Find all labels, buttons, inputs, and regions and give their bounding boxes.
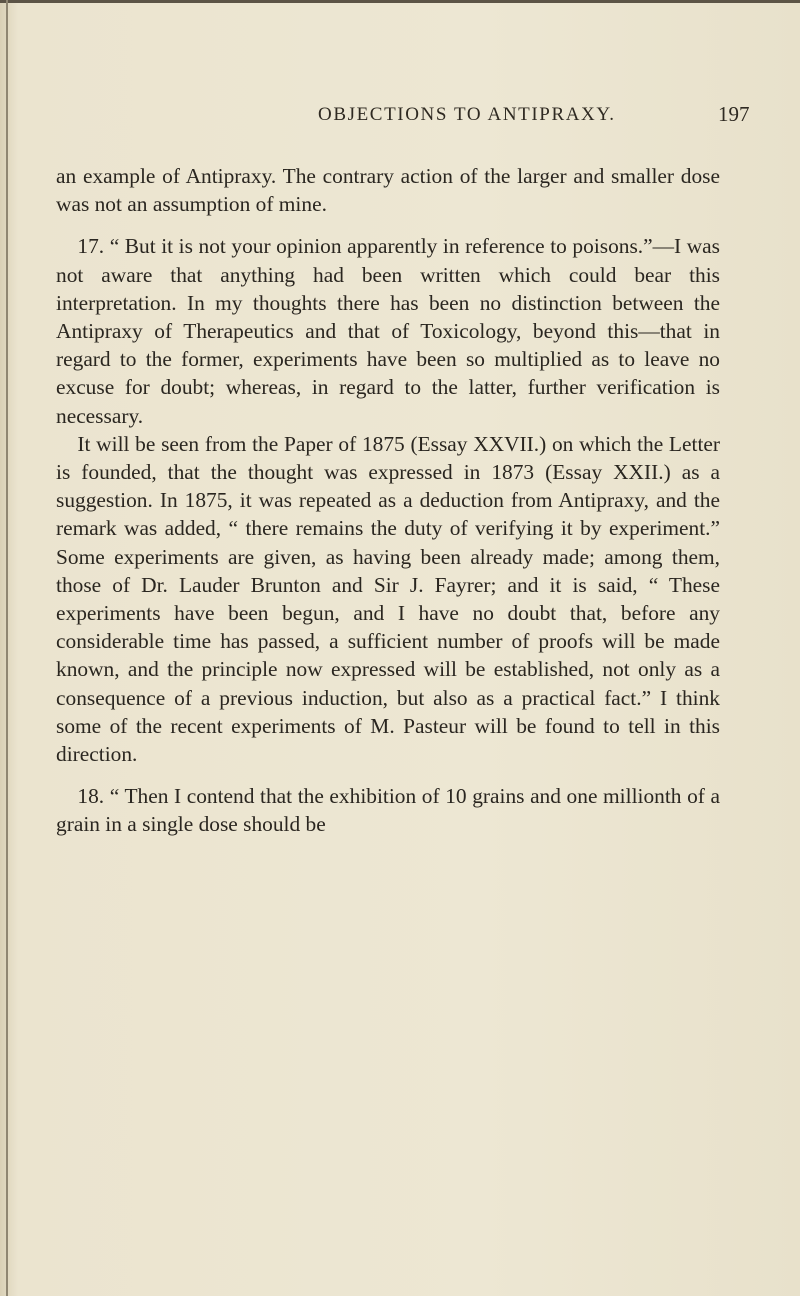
page-binding-edge — [6, 0, 8, 1296]
running-title: OBJECTIONS TO ANTIPRAXY. — [318, 104, 616, 125]
page-number: 197 — [718, 102, 750, 126]
page-top-edge — [0, 0, 800, 3]
body-text — [56, 162, 720, 839]
paragraph-18: 18. “ Then I contend that the exhibition of 10 grains and one millionth of a grain in a single dose should be — [56, 784, 720, 837]
page-header — [0, 104, 800, 134]
paragraph-continuation: an example of Antipraxy. The contrary action of the larger and smaller dose was not an assumption of mine. — [56, 164, 720, 217]
paragraph-17: 17. “ But it is not your opinion apparently in reference to poisons.”—I was not aware that anything had been written which could bear this interpretation. In my thoughts there has been no distinction between the Antipraxy of Therapeutics and that of Toxicology, beyond this—that in regard to the former, experiments have been so multiplied as to leave no excuse for doubt; whereas, in regard to the latter, further verification is necessary. — [56, 234, 720, 428]
paragraph-essay-reference: It will be seen from the Paper of 1875 (Essay XXVII.) on which the Letter is founded, that the thought was expressed in 1873 (Essay XXII.) as a suggestion. In 1875, it was repeated as a deduction from Antipraxy, and the remark was added, “ there remains the duty of verifying it by experiment.” Some experiments are given, as having been already made; among them, those of Dr. Lauder Brunton and Sir J. Fayrer; and it is said, “ These experiments have been begun, and I have no doubt that, before any considerable time has passed, a sufficient number of proofs will be made known, and the principle now expressed will be established, not only as a consequence of a previous induction, but also as a practical fact.” I think some of the recent experiments of M. Pasteur will be found to tell in this direction. — [56, 431, 720, 767]
